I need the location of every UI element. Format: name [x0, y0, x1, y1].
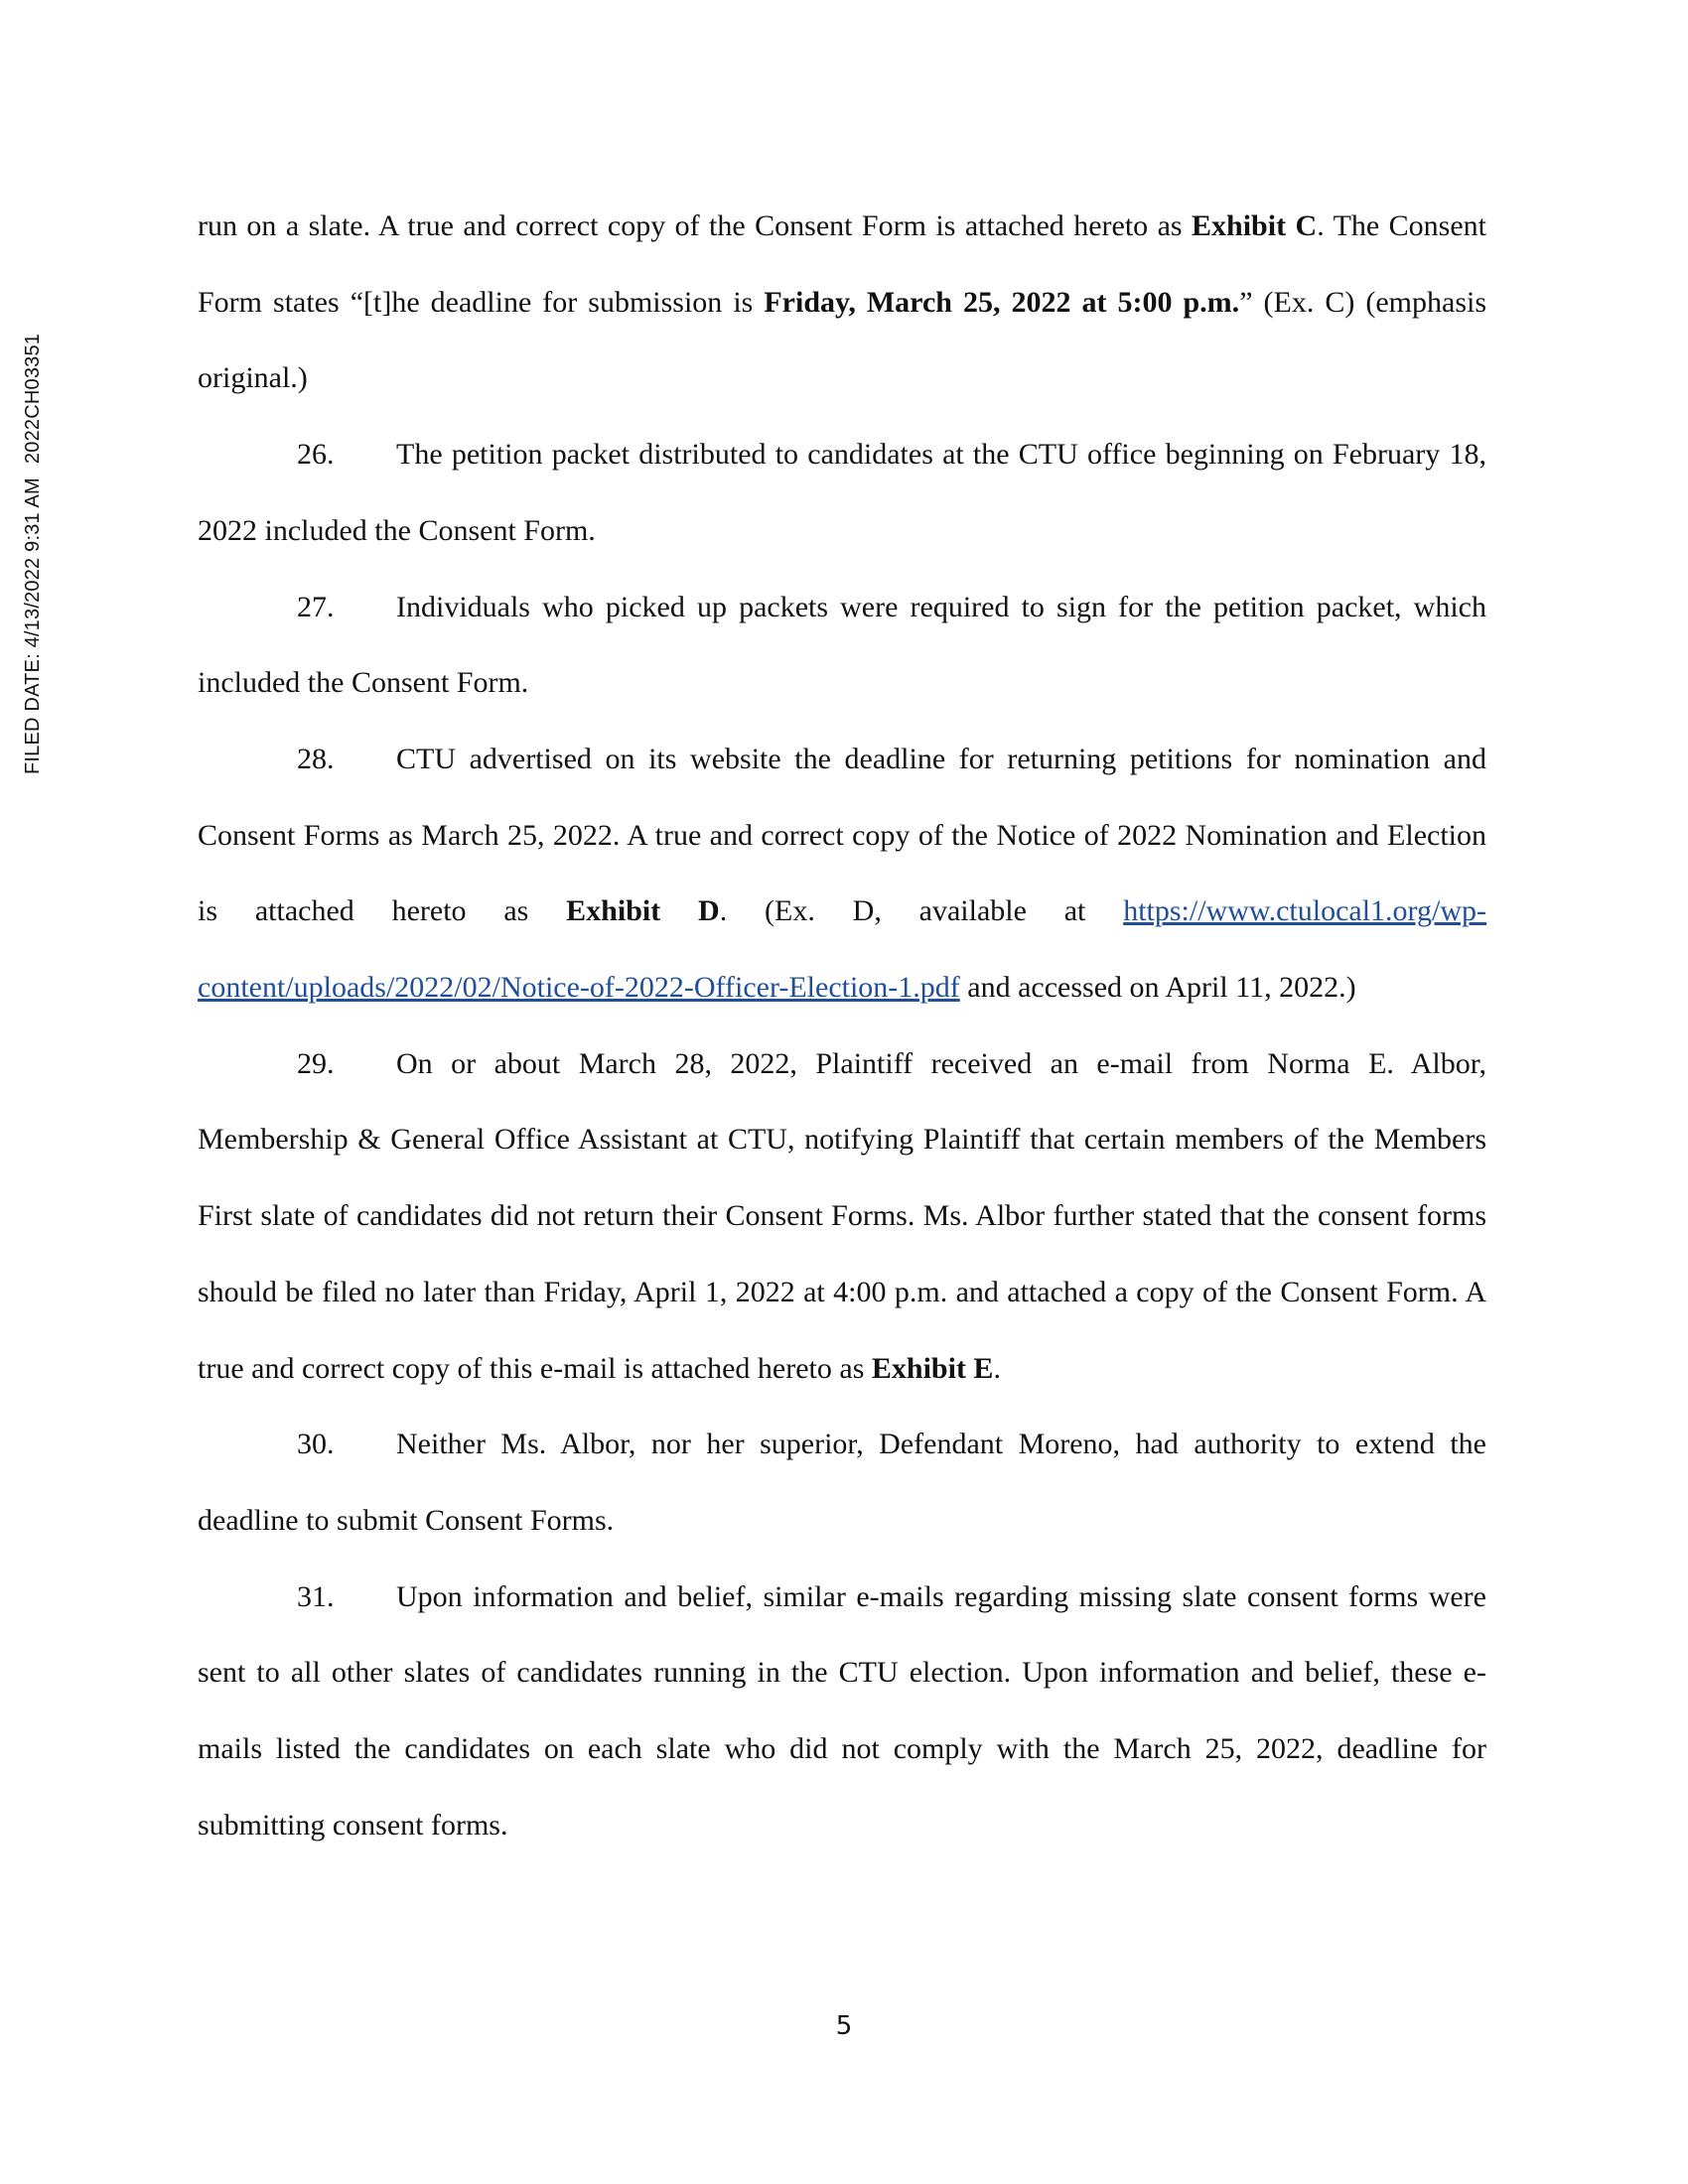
- paragraph-number: 31.: [297, 1579, 335, 1613]
- document-body: [198, 189, 1486, 1863]
- paragraph-30: [198, 1407, 1486, 1559]
- paragraph-number: 30.: [297, 1428, 335, 1461]
- filed-date-text: FILED DATE: 4/13/2022 9:31 AM: [22, 478, 44, 774]
- exhibit-reference: Exhibit E: [871, 1351, 994, 1385]
- paragraph-text: .: [993, 1351, 1001, 1385]
- page-number: 5: [835, 2011, 853, 2041]
- paragraph-31: [198, 1560, 1486, 1864]
- paragraph-text: Neither Ms. Albor, nor her superior, Defendant Moreno, had authority to extend the deadline to submit Consent Forms.: [198, 1428, 1486, 1537]
- paragraph-text: Upon information and belief, similar e-mails regarding missing slate consent forms were sent to all other slates of candidates running in the CTU election. Upon information and belief, these e-mails listed the candidates on each slate who did not comply with the March 25, 2022, deadline for submitting consent forms.: [198, 1579, 1486, 1842]
- paragraph-text: Individuals who picked up packets were required to sign for the petition packet, which included the Consent Form.: [198, 590, 1486, 700]
- paragraph-text: . (Ex. D, available at: [719, 894, 1124, 928]
- paragraph-number: 29.: [297, 1046, 335, 1080]
- filed-date-stamp: [22, 334, 45, 774]
- paragraph-27: [198, 570, 1486, 722]
- paragraph-29: [198, 1026, 1486, 1408]
- paragraph-text: and accessed on April 11, 2022.): [959, 971, 1356, 1005]
- paragraph-continuation: [198, 189, 1486, 417]
- paragraph-26: [198, 417, 1486, 569]
- exhibit-reference: Exhibit C: [1192, 209, 1318, 242]
- paragraph-text: The petition packet distributed to candidates at the CTU office beginning on February 18, 2022 included the Consent Form.: [198, 438, 1486, 547]
- paragraph-text: run on a slate. A true and correct copy of the Consent Form is attached hereto as: [198, 209, 1193, 242]
- paragraph-text: On or about March 28, 2022, Plaintiff received an e-mail from Norma E. Albor, Membership & General Office Assistant at CTU, notifying Plaintiff that certain members of the Members First slate of candidates did not return their Consent Forms. Ms. Albor further stated that the consent forms should be filed no later than Friday, April 1, 2022 at 4:00 p.m. and attached a copy of the Consent Form. A true and correct copy of this e-mail is attached hereto as: [198, 1046, 1486, 1385]
- paragraph-text: CTU advertised on its website the deadline for returning petitions for nomination and Consent Forms as March 25, 2022. A true and correct copy of the Notice of 2022 Nomination and Election is attached hereto as: [198, 742, 1486, 928]
- deadline-emphasis: Friday, March 25, 2022 at 5:00 p.m.: [764, 285, 1240, 319]
- case-number-text: 2022CH03351: [22, 333, 44, 465]
- paragraph-text: . The Consent Form states “[t]he deadline for submission is: [198, 209, 1487, 319]
- notice-pdf-link[interactable]: https://www.ctulocal1.org/wp-content/uploads/2022/02/Notice-of-2022-Officer-Election-1.pdf: [198, 894, 1486, 1005]
- paragraph-number: 28.: [297, 742, 335, 775]
- paragraph-number: 26.: [297, 438, 335, 472]
- paragraph-text: ” (Ex. C) (emphasis original.): [198, 285, 1486, 395]
- exhibit-reference: Exhibit D: [566, 894, 720, 928]
- paragraph-number: 27.: [297, 590, 335, 623]
- paragraph-28: [198, 722, 1486, 1026]
